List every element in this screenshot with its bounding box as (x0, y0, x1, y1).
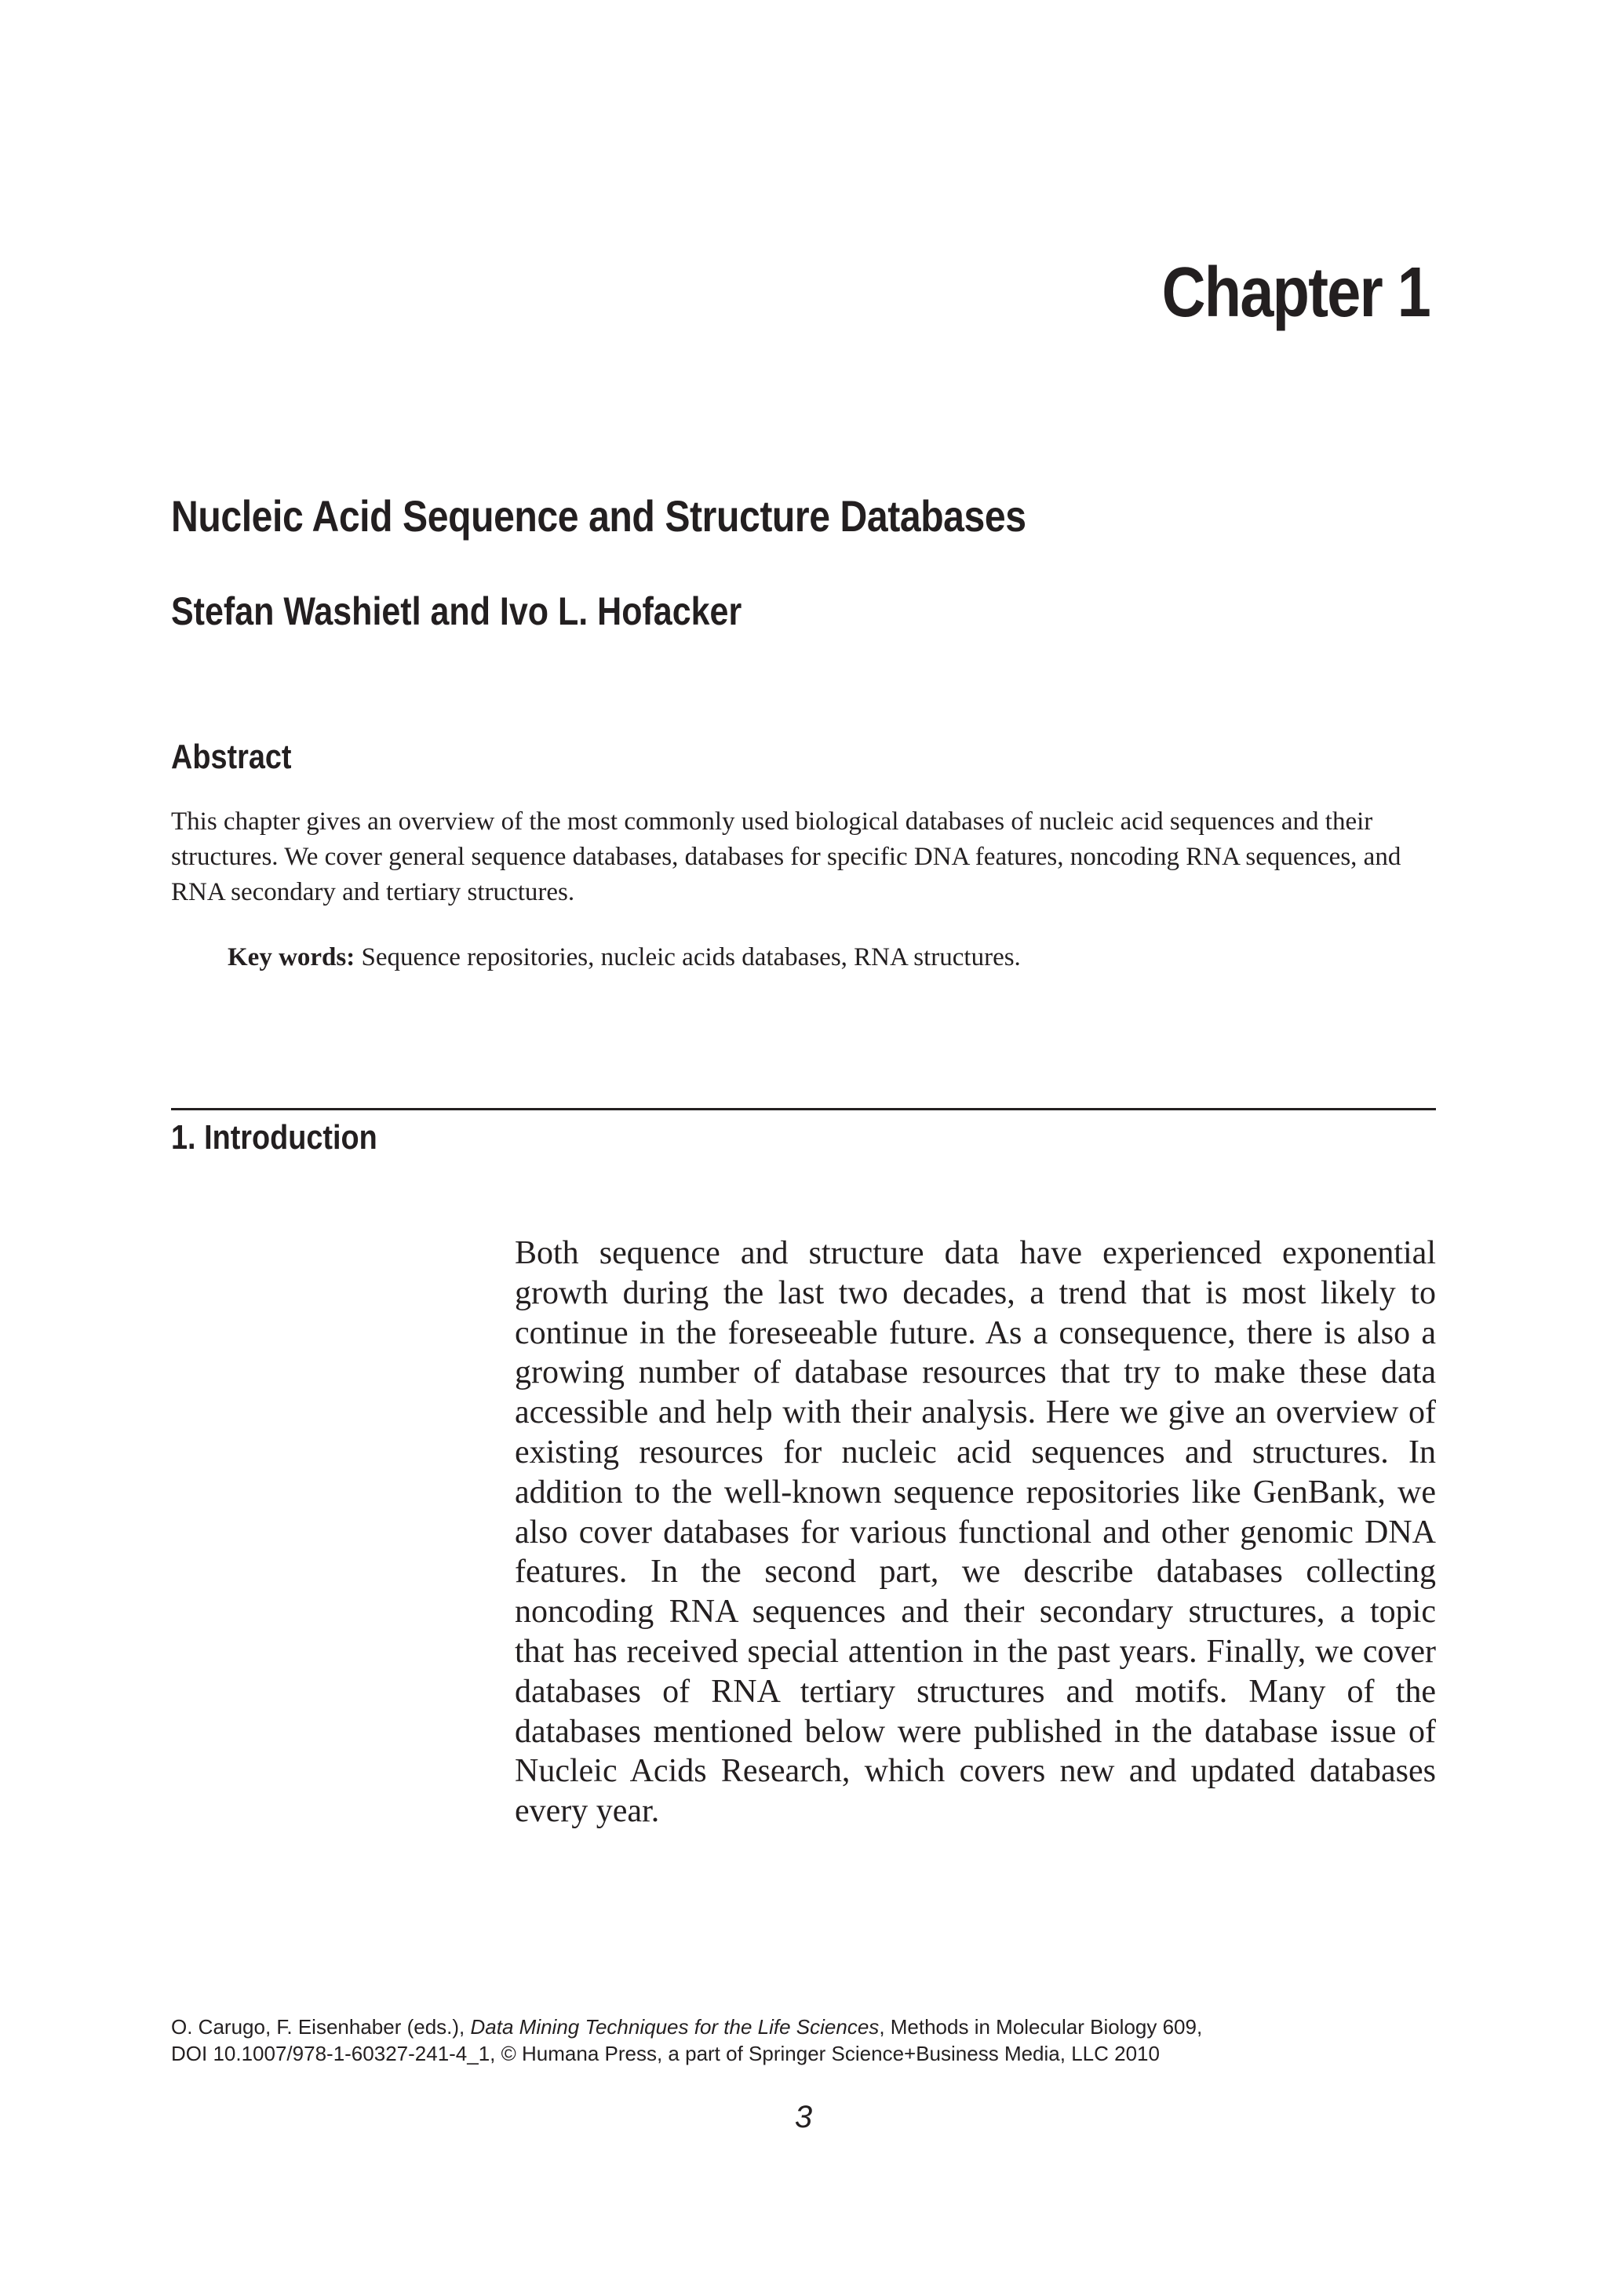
footer-citation (171, 2014, 1436, 2067)
chapter-title: Nucleic Acid Sequence and Structure Databases (171, 491, 1026, 541)
section-divider (171, 1108, 1436, 1110)
keywords (228, 940, 1436, 975)
section-heading-introduction: 1. Introduction (171, 1118, 377, 1157)
authors: Stefan Washietl and Ivo L. Hofacker (171, 589, 742, 633)
keywords-label: Key words: (228, 943, 355, 971)
citation-series: , Methods in Molecular Biology 609, (879, 2015, 1203, 2039)
citation-editors: O. Carugo, F. Eisenhaber (eds.), (171, 2015, 471, 2039)
keywords-text: Sequence repositories, nucleic acids databases, RNA structures. (355, 943, 1021, 971)
introduction-body: Both sequence and structure data have experienced exponential growth during the last two decades, a trend that is most likely to continue in the foreseeable future. As a consequence, there is also a growing number of database resources that try to make these data accessible and help with their analysis. Here we give an overview of existing resources for nucleic acid sequences and structures. In addition to the well-known sequence repositories like GenBank, we also cover databases for various functional and other genomic DNA features. In the second part, we describe databases collecting noncoding RNA sequences and their secondary structures, a topic that has received special attention in the past years. Finally, we cover databases of RNA tertiary structures and motifs. Many of the databases mentioned below were published in the database issue of Nucleic Acids Research, which covers new and updated databases every year. (515, 1235, 1436, 1830)
chapter-label: Chapter 1 (1161, 253, 1430, 332)
abstract-body: This chapter gives an overview of the most commonly used biological databases of nucleic acid sequences and their structures. We cover general sequence databases, databases for specific DNA features, noncoding RNA sequences, and RNA secondary and tertiary structures. (171, 807, 1401, 906)
citation-book-title: Data Mining Techniques for the Life Sciences (470, 2015, 880, 2039)
citation-doi: DOI 10.1007/978-1-60327-241-4_1, © Humana Press, a part of Springer Science+Business Media, LLC 2010 (171, 2042, 1160, 2065)
page-number: 3 (794, 2100, 813, 2134)
citation-line-1 (171, 2014, 1436, 2040)
abstract-heading: Abstract (171, 738, 292, 776)
